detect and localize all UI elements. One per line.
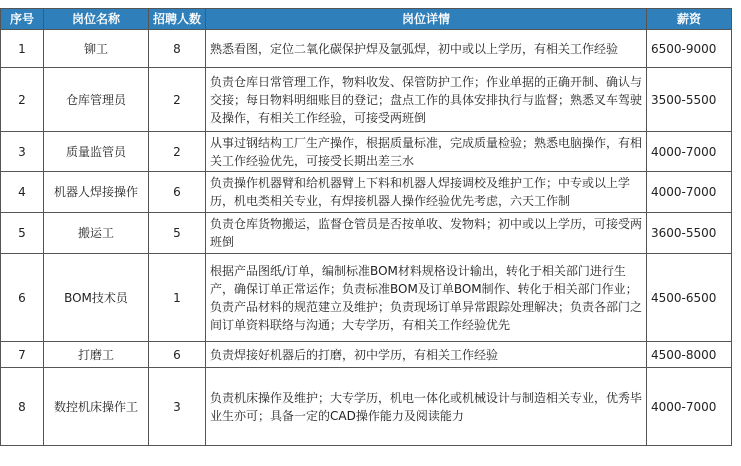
table-row	[1, 368, 732, 446]
table-row	[1, 132, 732, 172]
row-no: 3	[1, 132, 44, 172]
row-count: 3	[149, 368, 206, 446]
header-no: 序号	[1, 9, 44, 30]
table-row	[1, 30, 732, 68]
row-count: 2	[149, 132, 206, 172]
row-detail: 熟悉看图，定位二氧化碳保护焊及氩弧焊，初中或以上学历，有相关工作经验	[206, 30, 647, 68]
header-row	[1, 9, 732, 30]
table-row	[1, 254, 732, 342]
row-salary: 4500-8000	[647, 342, 732, 368]
table-row	[1, 172, 732, 213]
row-count: 5	[149, 213, 206, 254]
row-detail: 负责机床操作及维护；大专学历，机电一体化或机械设计与制造相关专业，优秀毕业生亦可；具备一定的CAD操作能力及阅读能力	[206, 368, 647, 446]
row-detail: 从事过钢结构工厂生产操作，根据质量标准，完成质量检验；熟悉电脑操作，有相关工作经验优先，可接受长期出差三水	[206, 132, 647, 172]
row-salary: 4500-6500	[647, 254, 732, 342]
row-count: 2	[149, 68, 206, 132]
row-detail: 负责操作机器臂和给机器臂上下料和机器人焊接调校及维护工作；中专或以上学历，机电类相关专业，有焊接机器人操作经验优先考虑，六天工作制	[206, 172, 647, 213]
row-no: 7	[1, 342, 44, 368]
header-count: 招聘人数	[149, 9, 206, 30]
row-name: 铆工	[44, 30, 149, 68]
header-salary: 薪资	[647, 9, 732, 30]
row-detail: 根据产品图纸/订单，编制标准BOM材料规格设计输出，转化于相关部门进行生产，确保订单正常运作；负责标准BOM及订单BOM制作、转化于相关部门作业；负责产品材料的规范建立及维护；负责现场订单异常跟踪处理解决；负责各部门之间订单资料联络与沟通；大专学历，有相关工作经验优先	[206, 254, 647, 342]
row-name: 数控机床操作工	[44, 368, 149, 446]
row-salary: 4000-7000	[647, 172, 732, 213]
row-name: 打磨工	[44, 342, 149, 368]
row-name: BOM技术员	[44, 254, 149, 342]
row-count: 1	[149, 254, 206, 342]
row-salary: 6500-9000	[647, 30, 732, 68]
row-salary: 4000-7000	[647, 132, 732, 172]
row-no: 1	[1, 30, 44, 68]
row-name: 机器人焊接操作	[44, 172, 149, 213]
row-salary: 4000-7000	[647, 368, 732, 446]
table-header	[1, 9, 732, 30]
row-name: 搬运工	[44, 213, 149, 254]
row-no: 8	[1, 368, 44, 446]
table-row	[1, 342, 732, 368]
row-detail: 负责焊接好机器后的打磨，初中学历，有相关工作经验	[206, 342, 647, 368]
table-row	[1, 68, 732, 132]
row-count: 6	[149, 172, 206, 213]
table-body	[1, 30, 732, 446]
header-detail: 岗位详情	[206, 9, 647, 30]
row-detail: 负责仓库货物搬运，监督仓管员是否按单收、发物料；初中或以上学历，可接受两班倒	[206, 213, 647, 254]
row-no: 5	[1, 213, 44, 254]
row-no: 6	[1, 254, 44, 342]
row-no: 4	[1, 172, 44, 213]
job-listing-table	[0, 8, 732, 446]
row-name: 仓库管理员	[44, 68, 149, 132]
row-name: 质量监管员	[44, 132, 149, 172]
table-row	[1, 213, 732, 254]
row-salary: 3600-5500	[647, 213, 732, 254]
row-detail: 负责仓库日常管理工作，物料收发、保管防护工作；作业单据的正确开制、确认与交接；每日物料明细账目的登记；盘点工作的具体安排执行与监督；熟悉叉车驾驶及操作，有相关工作经验，可接受两班倒	[206, 68, 647, 132]
row-count: 6	[149, 342, 206, 368]
header-name: 岗位名称	[44, 9, 149, 30]
row-no: 2	[1, 68, 44, 132]
row-count: 8	[149, 30, 206, 68]
row-salary: 3500-5500	[647, 68, 732, 132]
